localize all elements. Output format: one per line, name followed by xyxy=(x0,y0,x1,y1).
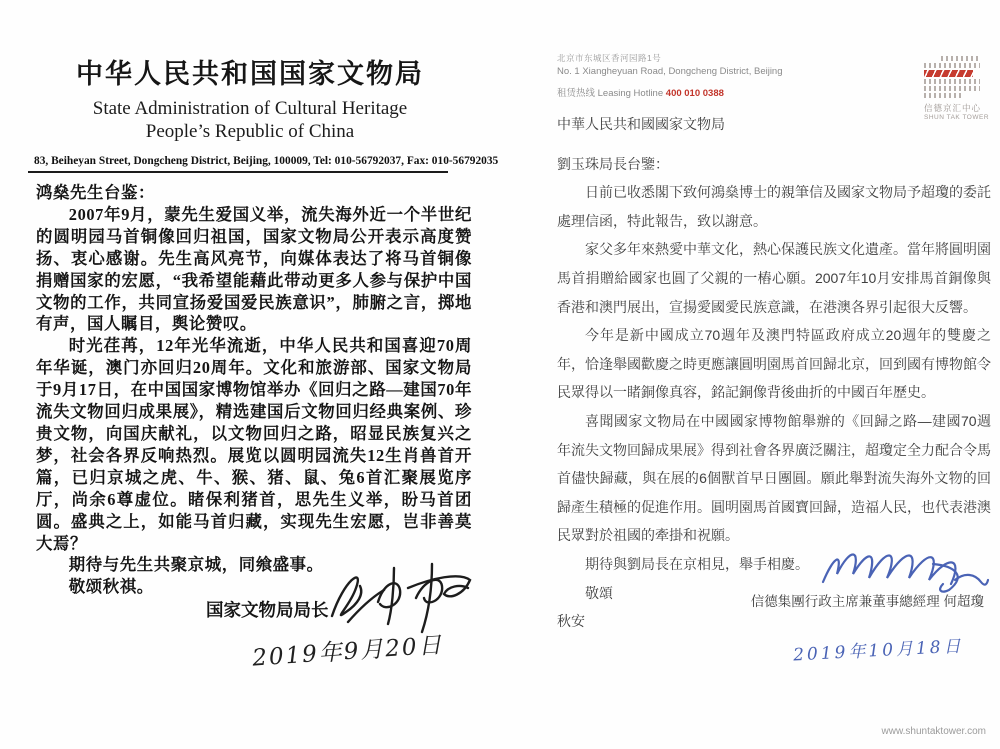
sach-paragraph-1: 2007年9月，蒙先生爱国义举，流失海外近一个半世纪的圆明园马首铜像回归祖国，国家文物局公开表示高度赞扬、衷心感谢。先生高风亮节，向媒体表达了将马首铜像捐赠国家的宏愿，“我希望能藉此带动更多人参与保护中国文物的工作，共同宣扬爱国爱民族意识”，肺腑之言，掷地有声，国人瞩目，舆论赞叹。 xyxy=(36,204,472,334)
shun-tak-signer-line: 信德集團行政主席兼董事總經理 何超瓊 xyxy=(750,594,984,609)
leasing-hotline-number: 400 010 0388 xyxy=(665,88,724,99)
logo-tick-row xyxy=(924,79,980,84)
logo-name-en: SHUN TAK TOWER xyxy=(924,114,990,121)
shun-tak-closing-1: 期待與劉局長在京相見，舉手相慶。 xyxy=(585,555,809,572)
shun-tak-paragraph-2: 家父多年來熱愛中華文化，熱心保護民族文化遺產。當年將圓明園馬首捐贈給國家也圓了父親的一樁心願。2007年10月安排馬首銅像與香港和澳門展出，宣揚愛國愛民族意識，在港澳各界引起很大反響。 xyxy=(557,241,991,315)
letter-shun-tak xyxy=(500,0,1000,749)
sach-signer-title: 国家文物局局长 xyxy=(206,600,329,620)
shun-tak-closing-3: 秋安 xyxy=(557,613,585,630)
shun-tak-address-en: No. 1 Xiangheyuan Road, Dongcheng District, Beijing xyxy=(557,66,783,77)
logo-tick-row xyxy=(941,56,980,61)
shun-tak-website: www.shuntaktower.com xyxy=(881,726,986,737)
sach-letter-body xyxy=(36,182,472,598)
shun-tak-salutation: 劉玉珠局長台鑒： xyxy=(557,155,669,172)
sach-org-title-cn: 中华人民共和国国家文物局 xyxy=(76,59,424,89)
shun-tak-paragraph-1: 日前已收悉閣下致何鴻燊博士的親筆信及國家文物局予超瓊的委託處理信函，特此報告，致以謝意。 xyxy=(557,184,991,229)
leasing-hotline-line xyxy=(557,85,783,99)
shun-tak-paragraph-3: 今年是新中國成立70週年及澳門特區政府成立20週年的雙慶之年，恰逢舉國歡慶之時更應讓圓明園馬首回歸北京，回到國有博物館令民眾得以一睹銅像真容，銘記銅像背後曲折的中國百年歷史。 xyxy=(557,327,991,401)
sach-closing-2: 敬颂秋祺。 xyxy=(68,577,154,597)
shun-tak-address-cn: 北京市东城区香河园路1号 xyxy=(557,53,662,63)
shun-tak-address-block xyxy=(557,52,783,99)
sach-org-title-en-1: State Administration of Cultural Heritage xyxy=(92,98,408,119)
shun-tak-paragraph-4: 喜聞國家文物局在中國國家博物館舉辦的《回歸之路—建國70週年流失文物回歸成果展》得到社會各界廣泛關注，超瓊定全力配合令馬首儘快歸藏，與在展的6個獸首早日團圓。願此舉對流失海外文物的回歸產生積極的促進作用。圓明園馬首國寶回歸，造福人民，也代表港澳民眾對於祖國的牽掛和祝願。 xyxy=(557,412,991,544)
shun-tak-handwritten-date: 2019年10月18日 xyxy=(792,636,965,666)
logo-tick-row xyxy=(924,93,963,98)
leasing-hotline-label: 租赁热线 Leasing Hotline xyxy=(557,88,664,99)
logo-red-band-icon xyxy=(924,70,973,77)
sach-address-line: 83, Beiheyan Street, Dongcheng District, Beijing, 100009, Tel: 010-56792037, Fax: 010-56792035 xyxy=(34,155,499,167)
recipient-org: 中華人民共和國國家文物局 xyxy=(557,116,725,132)
letterhead-divider xyxy=(28,171,448,173)
sach-closing-1: 期待与先生共聚京城，同飨盛事。 xyxy=(68,555,324,575)
sach-paragraph-2: 时光荏苒，12年光华流逝，中华人民共和国喜迎70周年华诞，澳门亦回归20周年。文化和旅游部、国家文物局于9月17日，在中国国家博物馆举办《回归之路—建国70年流失文物回归成果展》，精选建国后文物回归经典案例、珍贵文物，向国庆献礼，以文物回归之路，昭显民族复兴之梦，社会各界反响热烈。展览以圆明园流失12生肖兽首开篇，已归京城之虎、牛、猴、猪、鼠、兔6首汇聚展览序厅，尚余6尊虚位。睹保利猪首，思先生义举，盼马首团圆。盛典之上，如能马首归藏，实现先生宏愿，岂非善莫大焉？ xyxy=(36,336,472,553)
shun-tak-closing-2: 敬頌 xyxy=(585,584,613,601)
sach-salutation: 鸿燊先生台鉴： xyxy=(36,183,155,202)
sach-letterhead xyxy=(0,52,500,143)
sach-org-title-en-2: People’s Republic of China xyxy=(145,121,355,142)
logo-tick-row xyxy=(924,86,980,91)
sach-handwritten-date: 2019年9月20日 xyxy=(251,632,445,672)
logo-name-cn: 信德京汇中心 xyxy=(924,103,982,113)
logo-tick-row xyxy=(924,63,980,68)
